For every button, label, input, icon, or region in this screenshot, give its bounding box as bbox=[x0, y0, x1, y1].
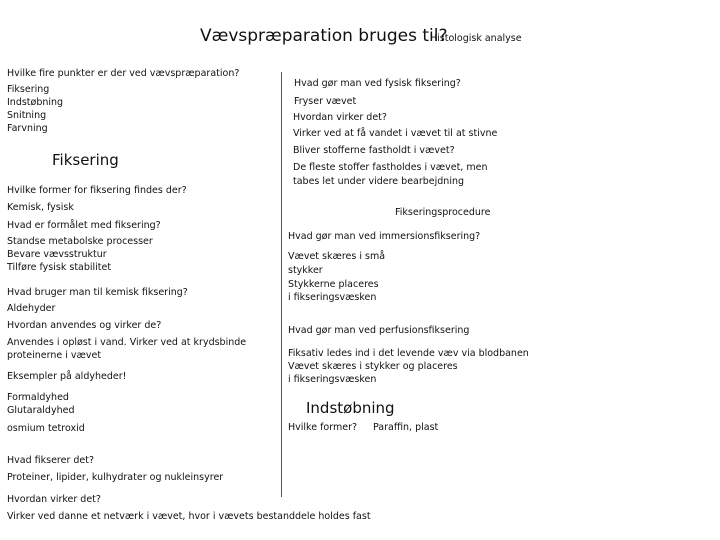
column-divider bbox=[281, 72, 282, 497]
answer: tabes let under videre bearbejdning bbox=[293, 176, 465, 187]
answer: Vævet skæres i små bbox=[288, 251, 386, 262]
question: Hvilke former for fiksering findes der? bbox=[7, 185, 187, 196]
question: Hvordan virker det? bbox=[293, 112, 387, 123]
question: Eksempler på aldyheder! bbox=[7, 371, 127, 382]
question: Hvad bruger man til kemisk fiksering? bbox=[7, 287, 188, 298]
answer: proteinerne i vævet bbox=[7, 350, 102, 361]
section-heading: Fiksering bbox=[52, 151, 119, 169]
answer: De fleste stoffer fastholdes i vævet, men bbox=[293, 162, 488, 173]
answer: i fikseringsvæsken bbox=[288, 292, 377, 303]
question: Hvilke former? bbox=[288, 422, 358, 433]
question: Hvordan virker det? bbox=[7, 494, 101, 505]
list-item: Fiksering bbox=[7, 84, 50, 95]
question: Hvad fikserer det? bbox=[7, 455, 95, 466]
answer: Aldehyder bbox=[7, 303, 56, 314]
question: Hvad gør man ved perfusionsfiksering bbox=[288, 325, 470, 336]
answer: Tilføre fysisk stabilitet bbox=[7, 262, 112, 273]
answer: Paraffin, plast bbox=[373, 422, 439, 433]
answer: Stykkerne placeres bbox=[288, 279, 379, 290]
answer: Virker ved at få vandet i vævet til at stivne bbox=[293, 128, 498, 139]
answer: i fikseringsvæsken bbox=[288, 374, 377, 385]
answer: Anvendes i opløst i vand. Virker ved at krydsbinde bbox=[7, 337, 247, 348]
answer: osmium tetroxid bbox=[7, 423, 85, 434]
answer: Glutaraldyhed bbox=[7, 405, 75, 416]
question: Hvad gør man ved fysisk fiksering? bbox=[294, 78, 461, 89]
question: Hvordan anvendes og virker de? bbox=[7, 320, 162, 331]
answer: Fryser vævet bbox=[294, 96, 357, 107]
answer: Standse metabolske processer bbox=[7, 236, 153, 247]
section-heading: Indstøbning bbox=[306, 399, 395, 417]
answer: Vævet skæres i stykker og placeres bbox=[288, 361, 458, 372]
question: Hvad gør man ved immersionsfiksering? bbox=[288, 231, 481, 242]
page-title: Vævspræparation bruges til? bbox=[200, 26, 448, 46]
section-label: Fikseringsprocedure bbox=[395, 207, 491, 218]
question: Hvilke fire punkter er der ved vævspræparation? bbox=[7, 68, 240, 79]
answer: stykker bbox=[288, 265, 323, 276]
answer: Fiksativ ledes ind i det levende væv via blodbanen bbox=[288, 348, 529, 359]
answer: Kemisk, fysisk bbox=[7, 202, 74, 213]
question: Hvad er formålet med fiksering? bbox=[7, 220, 161, 231]
answer: Bevare vævsstruktur bbox=[7, 249, 107, 260]
list-item: Indstøbning bbox=[7, 97, 64, 108]
list-item: Snitning bbox=[7, 110, 47, 121]
answer: Formaldyhed bbox=[7, 392, 69, 403]
answer: Proteiner, lipider, kulhydrater og nukleinsyrer bbox=[7, 472, 224, 483]
question: Bliver stofferne fastholdt i vævet? bbox=[293, 145, 455, 156]
subtitle: Histologisk analyse bbox=[430, 33, 522, 44]
list-item: Farvning bbox=[7, 123, 48, 134]
answer: Virker ved danne et netværk i vævet, hvor i vævets bestanddele holdes fast bbox=[7, 511, 371, 522]
